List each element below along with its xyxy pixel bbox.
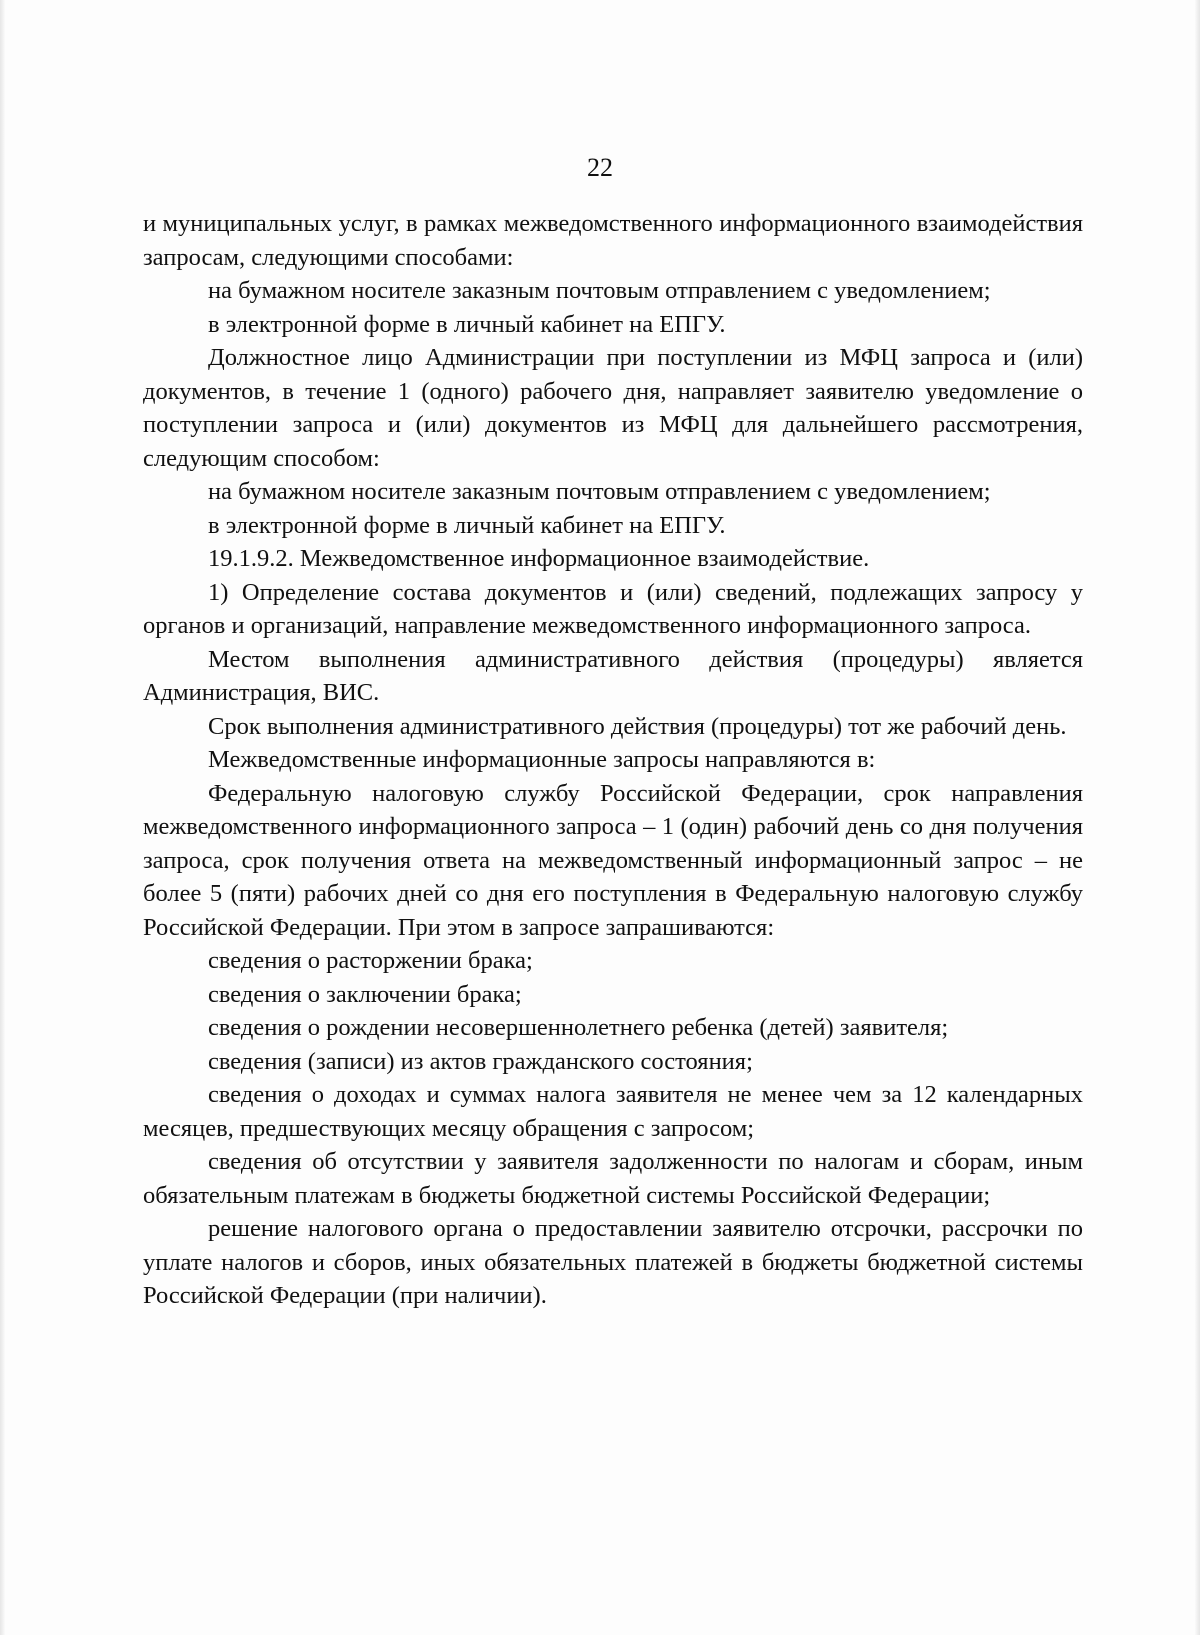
- paragraph: Местом выполнения административного действия (процедуры) является Администрация, ВИС.: [143, 645, 1083, 706]
- paragraph: в электронной форме в личный кабинет на ЕПГУ.: [208, 511, 726, 539]
- paragraph: Межведомственные информационные запросы направляются в:: [208, 746, 876, 773]
- paragraph: 1) Определение состава документов и (или) сведений, подлежащих запросу у органов и организаций, направление межведомственного информационного запроса.: [143, 578, 1083, 639]
- list-item: сведения о заключении брака;: [208, 980, 522, 1008]
- scan-edge-right: [1194, 0, 1200, 1635]
- list-item: сведения о расторжении брака;: [208, 947, 533, 974]
- list-item: решение налогового органа о предоставлении заявителю отсрочки, рассрочки по уплате налогов и сборов, иных обязательных платежей в бюджеты бюджетной системы Российской Федерации (при наличии).: [143, 1215, 1083, 1309]
- paragraph: и муниципальных услуг, в рамках межведомственного информационного взаимодействия запросам, следующими способами:: [143, 210, 1083, 271]
- list-item: сведения (записи) из актов гражданского состояния;: [208, 1047, 753, 1075]
- scan-edge-left: [0, 0, 6, 1635]
- paragraph: в электронной форме в личный кабинет на ЕПГУ.: [208, 310, 726, 338]
- paragraph: на бумажном носителе заказным почтовым отправлением с уведомлением;: [208, 277, 991, 304]
- paragraph: Должностное лицо Администрации при поступлении из МФЦ запроса и (или) документов, в течение 1 (одного) рабочего дня, направляет заявителю уведомление о поступлении запроса и (или) документов из МФЦ для дальнейшего рассмотрения, следующим способом:: [143, 344, 1083, 472]
- paragraph: Срок выполнения административного действия (процедуры) тот же рабочий день.: [208, 712, 1067, 740]
- paragraph: на бумажном носителе заказным почтовым отправлением с уведомлением;: [208, 478, 991, 505]
- paragraph: Федеральную налоговую службу Российской Федерации, срок направления межведомственного информационного запроса – 1 (один) рабочий день со дня получения запроса, срок получения ответа на межведомственный информационный запрос – не более 5 (пяти) рабочих дней со дня его поступления в Федеральную налоговую службу Российской Федерации. При этом в запросе запрашиваются:: [143, 779, 1083, 941]
- paragraph: 19.1.9.2. Межведомственное информационное взаимодействие.: [208, 545, 870, 572]
- document-body: [143, 207, 1083, 1313]
- list-item: сведения о рождении несовершеннолетнего ребенка (детей) заявителя;: [208, 1014, 949, 1041]
- page-number: 22: [587, 153, 613, 182]
- list-item: сведения об отсутствии у заявителя задолженности по налогам и сборам, иным обязательным платежам в бюджеты бюджетной системы Российской Федерации;: [143, 1148, 1083, 1209]
- list-item: сведения о доходах и суммах налога заявителя не менее чем за 12 календарных месяцев, предшествующих месяцу обращения с запросом;: [143, 1081, 1083, 1142]
